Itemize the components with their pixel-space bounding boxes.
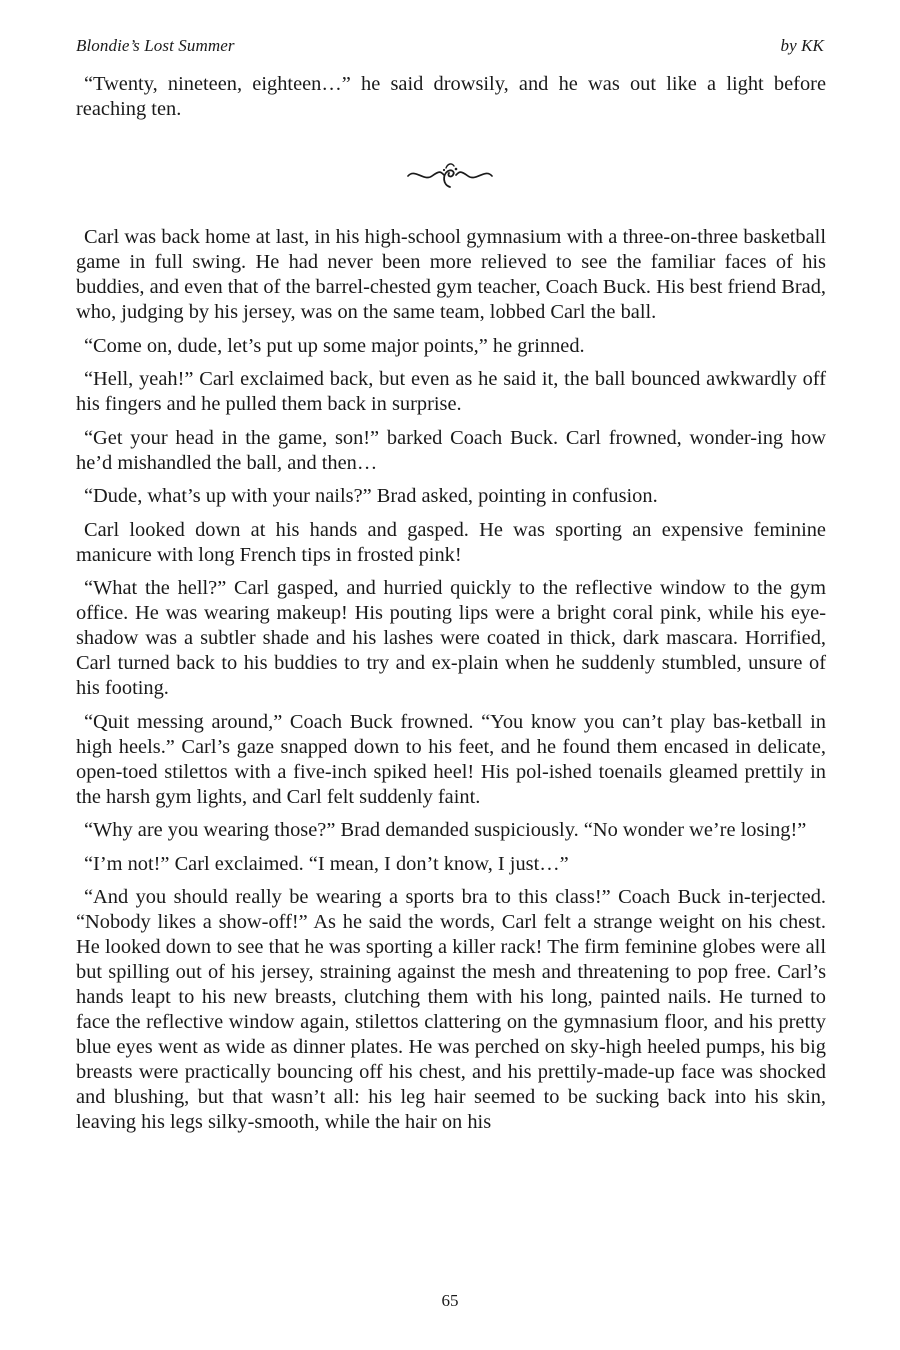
paragraph: “And you should really be wearing a sports bra to this class!” Coach Buck in-terjected. “Nobody likes a show-off!” As he said the words, Carl felt a strange weight on his chest. He looked down to see that he was sporting a killer rack! The firm feminine globes were all but spilling out of his jersey, straining against the mesh and threatening to pop free. Carl’s hands leapt to his new breasts, clutching them with his long, painted nails. He turned to face the reflective window again, stilettos clattering on the gymnasium floor, and his pretty blue eyes went as wide as dinner plates. He was perched on sky-high heeled pumps, his big breasts were practically bouncing off his chest, and his prettily-made-up face was shocked and blushing, but that wasn’t all: his leg hair seemed to be sucking back into his skin, leaving his legs silky-smooth, while the hair on his [76,886,826,1133]
paragraph: “What the hell?” Carl gasped, and hurried quickly to the reflective window to the gym office. He was wearing makeup! His pouting lips were a bright coral pink, while his eye-shadow was a subtler shade and his lashes were coated in thick, dark mascara. Horrified, Carl turned back to his buddies to try and ex-plain when he suddenly stumbled, unsure of his footing. [76,577,826,699]
paragraph: “Get your head in the game, son!” barked Coach Buck. Carl frowned, wonder-ing how he’d mishandled the ball, and then… [76,426,826,474]
paragraph: “Hell, yeah!” Carl exclaimed back, but even as he said it, the ball bounced awkwardly off his fingers and he pulled them back in surprise. [76,368,826,415]
paragraph: “Why are you wearing those?” Brad demanded suspiciously. “No wonder we’re losing!” [84,819,807,841]
scene-break-flourish-icon [402,160,498,190]
paragraph: “Dude, what’s up with your nails?” Brad asked, pointing in confusion. [84,485,658,507]
page-number: 65 [441,1291,459,1310]
paragraph: “Quit messing around,” Coach Buck frowned. “You know you can’t play bas-ketball in high heels.” Carl’s gaze snapped down to his feet, and he found them encased in delicate, open-toed stilettos with a five-inch spiked heel! His pol-ished toenails gleamed prettily in the harsh gym lights, and Carl felt suddenly faint. [76,710,826,808]
scene-break-ornament [0,160,900,190]
intro-text-block [76,72,826,131]
book-title: Blondie’s Lost Summer [76,36,235,55]
paragraph: Carl was back home at last, in his high-school gymnasium with a three-on-three basketball game in full swing. He had never been more relieved to see the familiar faces of his buddies, and even that of the barrel-chested gym teacher, Coach Buck. His best friend Brad, who, judging by his jersey, was on the same team, lobbed Carl the ball. [76,226,826,323]
paragraph: “Twenty, nineteen, eighteen…” he said drowsily, and he was out like a light before reaching ten. [76,73,826,120]
paragraph: “I’m not!” Carl exclaimed. “I mean, I don’t know, I just…” [84,852,569,875]
paragraph: “Come on, dude, let’s put up some major points,” he grinned. [84,334,585,357]
paragraph: Carl looked down at his hands and gasped. He was sporting an expensive feminine manicure with long French tips in frosted pink! [76,518,826,566]
running-header [76,36,824,56]
author-credit: by KK [780,36,824,55]
main-text-block [76,225,826,1144]
